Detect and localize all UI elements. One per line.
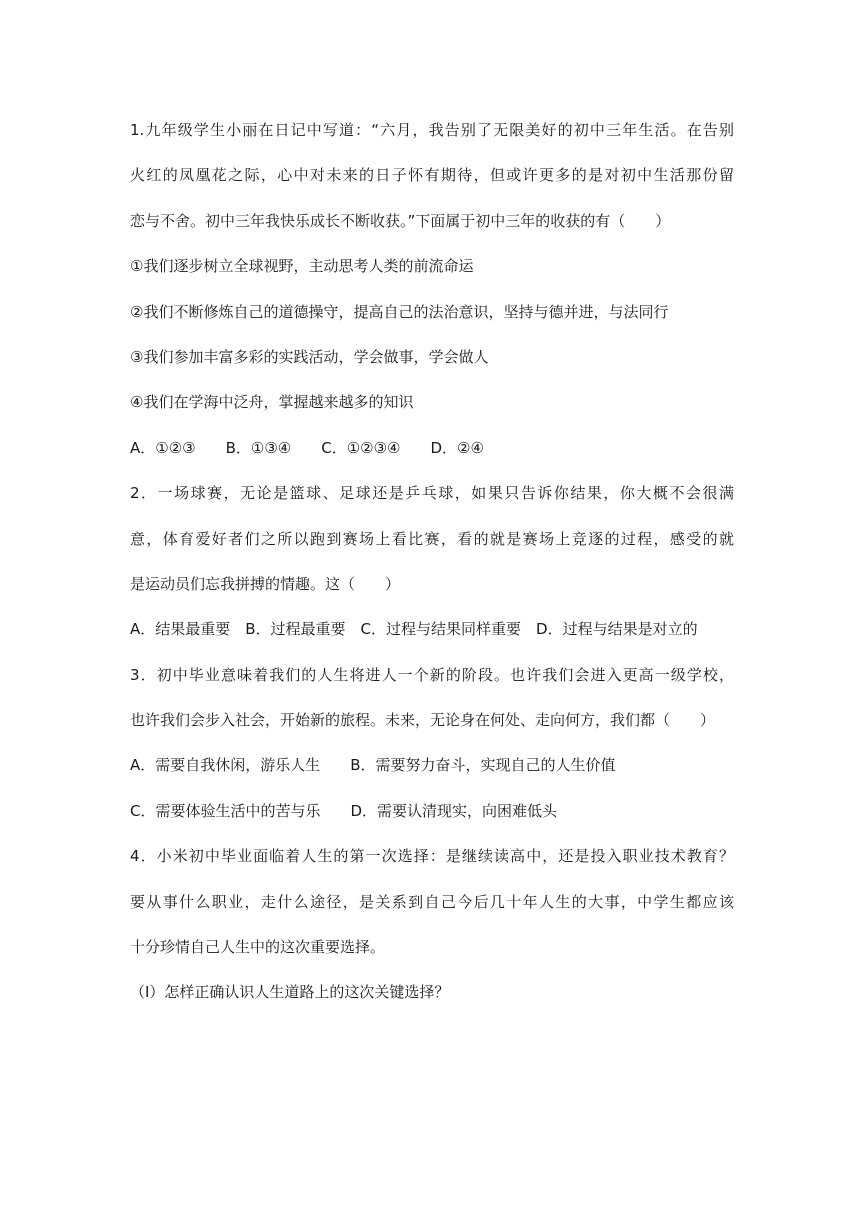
q1-options: A．①②③ B．①③④ C．①②③④ D．②④	[130, 438, 484, 457]
q1-stem-line-3: 恋与不舍。初中三年我快乐成长不断收获。”下面属于初中三年的收获的有（ ）	[130, 211, 671, 230]
q1-statement-4: ④我们在学海中泛舟，掌握越来越多的知识	[130, 393, 414, 412]
q3-stem-line-2: 也许我们会步入社会，开始新的旅程。未来，无论身在何处、走向何方，我们都（ ）	[130, 711, 716, 730]
q1-stem-line-2: 火红的凤凰花之际，心中对未来的日子怀有期待，但或许更多的是对初中生活那份留	[130, 166, 734, 185]
q2-stem-line-3: 是运动员们忘我拼搏的情趣。这（ ）	[130, 574, 401, 593]
q2-options: A．结果最重要 B．过程最重要 C．过程与结果同样重要 D．过程与结果是对立的	[130, 620, 698, 639]
q2-stem-line-1: 2．一场球赛，无论是篮球、足球还是乒乓球，如果只告诉你结果，你大概不会很满	[130, 484, 734, 503]
q3-stem-line-1: 3．初中毕业意味着我们的人生将进人一个新的阶段。也许我们会进入更高一级学校，	[130, 665, 734, 684]
q3-options-ab: A．需要自我休闲，游乐人生 B．需要努力奋斗，实现自己的人生价值	[130, 756, 616, 775]
q4-stem-line-2: 要从事什么职业，走什么途径，是关系到自己今后几十年人生的大事，中学生都应该	[130, 892, 734, 911]
q4-stem-line-1: 4．小米初中毕业面临着人生的第一次选择：是继续读高中，还是投入职业技术教育？	[130, 847, 734, 866]
q1-stem-line-1: 1.九年级学生小丽在日记中写道：“六月，我告别了无限美好的初中三年生活。在告别	[130, 121, 734, 139]
q4-stem-line-3: 十分珍情自己人生中的这次重要选择。	[130, 938, 386, 957]
document-body	[130, 108, 734, 1016]
q2-stem-line-2: 意，体育爱好者们之所以跑到赛场上看比赛，看的就是赛场上竞逐的过程，感受的就	[130, 529, 734, 548]
q3-options-cd: C．需要体验生活中的苦与乐 D．需要认清现实，向困难低头	[130, 801, 558, 820]
q4-subquestion-1: （Ⅰ）怎样正确认识人生道路上的这次关键选择？	[130, 983, 450, 1002]
q1-statement-2: ②我们不断修炼自己的道德操守，提高自己的法治意识，坚持与德并进，与法同行	[130, 302, 669, 321]
q1-statement-1: ①我们逐步树立全球视野，主动思考人类的前流命运	[130, 257, 474, 276]
q1-statement-3: ③我们参加丰富多彩的实践活动，学会做事，学会做人	[130, 347, 489, 366]
